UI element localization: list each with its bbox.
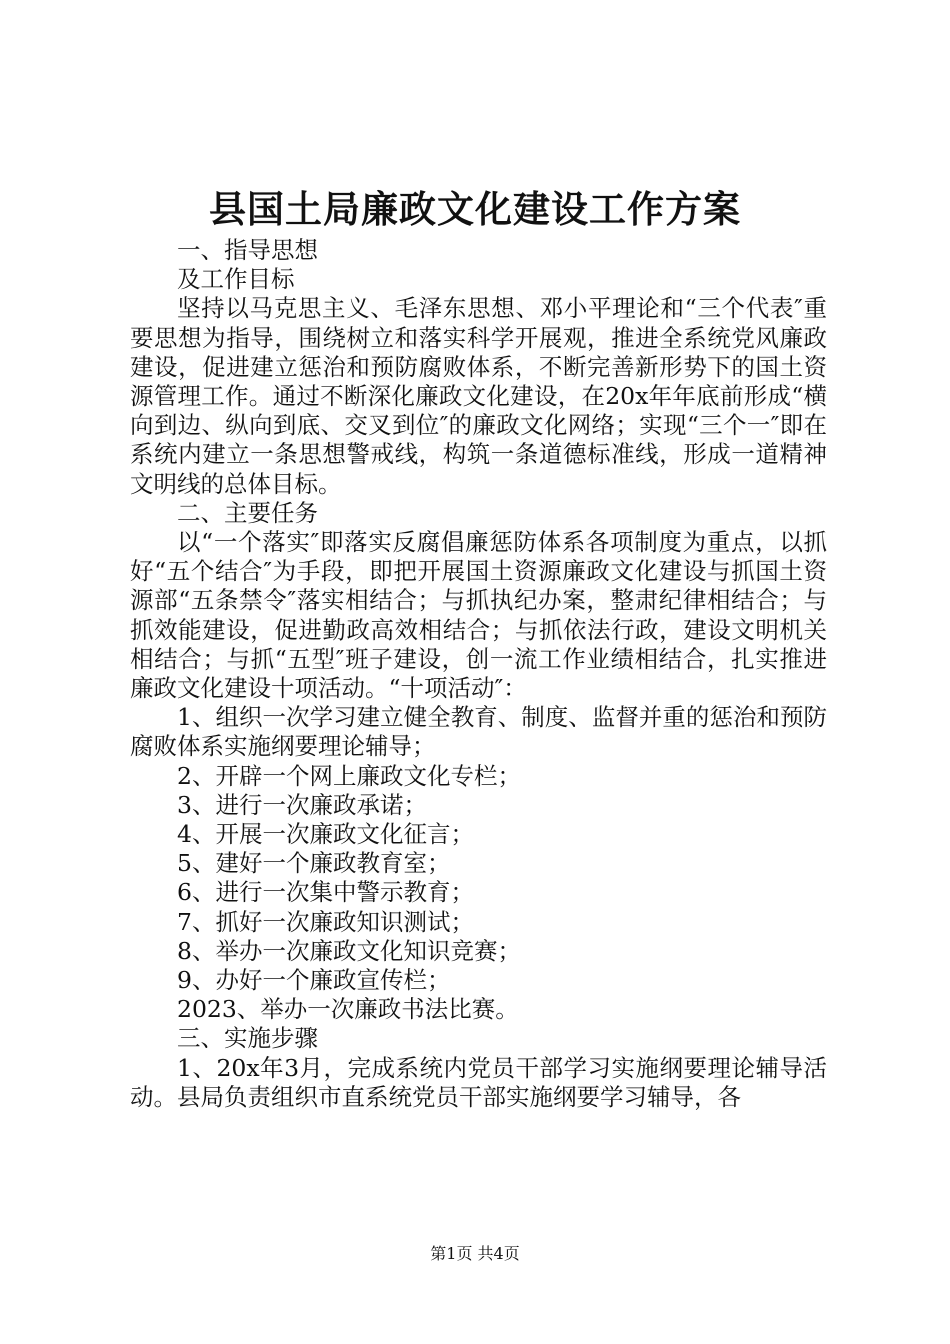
- paragraph: 1、20x年3月，完成系统内党员干部学习实施纲要理论辅导活动。县局负责组织市直系统党员干部实施纲要学习辅导，各: [130, 1053, 827, 1111]
- paragraph: 坚持以马克思主义、毛泽东思想、邓小平理论和“三个代表″重要思想为指导，围绕树立和落实科学开展观，推进全系统党风廉政建设，促进建立惩治和预防腐败体系，不断完善新形势下的国土资源管理工作。通过不断深化廉政文化建设，在20x年年底前形成“横向到边、纵向到底、交叉到位″的廉政文化网络；实现“三个一″即在系统内建立一条思想警戒线，构筑一条道德标准线，形成一道精神文明线的总体目标。: [130, 294, 827, 498]
- list-item: 8、举办一次廉政文化知识竞赛；: [177, 936, 521, 965]
- list-item: 9、办好一个廉政宣传栏；: [177, 966, 451, 995]
- list-item: 7、抓好一次廉政知识测试；: [177, 907, 474, 936]
- list-item: 4、开展一次廉政文化征言；: [177, 820, 474, 849]
- section-heading: 三、实施步骤: [177, 1024, 318, 1053]
- list-item: 3、进行一次廉政承诺；: [177, 790, 427, 819]
- section-heading-continuation: 及工作目标: [177, 265, 295, 294]
- section-heading: 二、主要任务: [177, 498, 318, 527]
- document-body: [130, 236, 827, 1112]
- list-item: 2023、举办一次廉政书法比赛。: [177, 995, 519, 1024]
- list-item: 2、开辟一个网上廉政文化专栏；: [177, 761, 521, 790]
- section-heading: 一、指导思想: [177, 236, 318, 264]
- page-number-footer: 第1页 共4页: [430, 1244, 520, 1263]
- list-item: 1、组织一次学习建立健全教育、制度、监督并重的惩治和预防腐败体系实施纲要理论辅导；: [130, 703, 827, 761]
- paragraph: 以“一个落实″即落实反腐倡廉惩防体系各项制度为重点，以抓好“五个结合″为手段，即把开展国土资源廉政文化建设与抓国土资源部“五条禁令″落实相结合；与抓执纪办案，整肃纪律相结合；与抓效能建设，促进勤政高效相结合；与抓依法行政，建设文明机关相结合；与抓“五型″班子建设，创一流工作业绩相结合，扎实推进廉政文化建设十项活动。“十项活动″：: [130, 528, 827, 703]
- list-item: 5、建好一个廉政教育室；: [177, 849, 451, 878]
- document-title: 县国土局廉政文化建设工作方案: [209, 187, 741, 231]
- list-item: 6、进行一次集中警示教育；: [177, 878, 474, 907]
